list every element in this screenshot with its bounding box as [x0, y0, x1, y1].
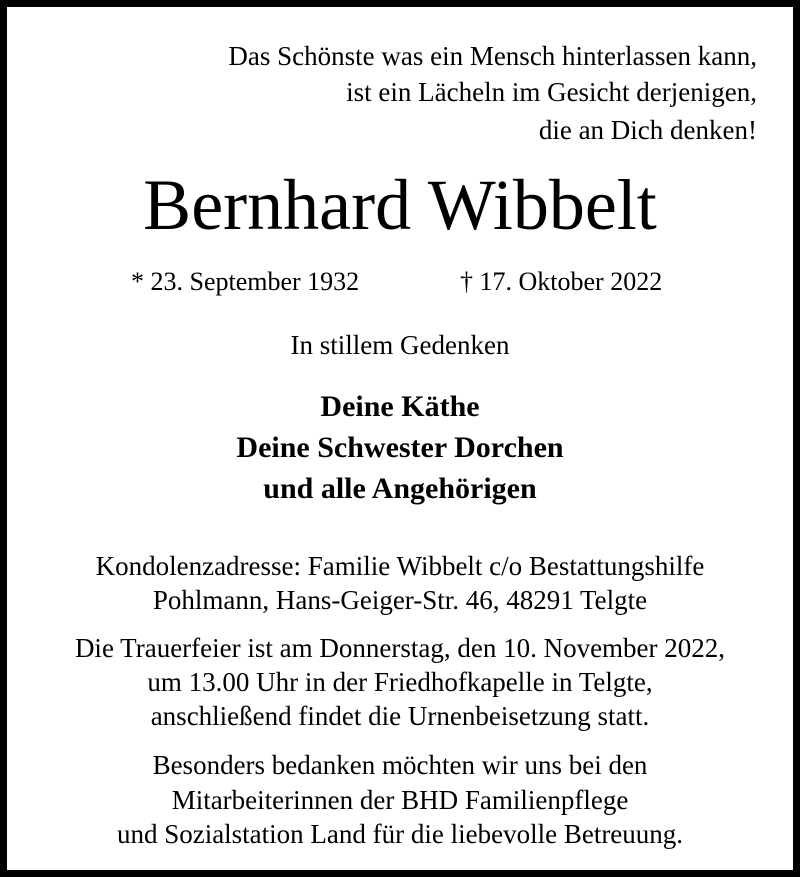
quote-line-3: die an Dich denken! [538, 115, 757, 145]
death-date: † 17. Oktober 2022 [460, 267, 663, 296]
condolence-address-line-2: Pohlmann, Hans-Geiger-Str. 46, 48291 Telgte [152, 585, 648, 615]
deceased-name: Bernhard Wibbelt [143, 165, 657, 245]
birth-date: * 23. September 1932 [131, 267, 360, 296]
funeral-info-line-2: um 13.00 Uhr in der Friedhofkapelle in Telgte, [147, 667, 653, 697]
thanks-line-1: Besonders bedanken möchten wir uns bei den [152, 750, 648, 780]
thanks-line-3: und Sozialstation Land für die liebevolle Betreuung. [116, 819, 684, 849]
memoriam-heading: In stillem Gedenken [290, 330, 510, 360]
mourner-3: und alle Angehörigen [263, 472, 537, 505]
thanks-line-2: Mitarbeiterinnen der BHD Familienpflege [171, 785, 629, 815]
mourner-1: Deine Käthe [320, 390, 480, 423]
funeral-info-line-1: Die Trauerfeier ist am Donnerstag, den 10. November 2022, [74, 633, 726, 663]
funeral-info-line-3: anschließend findet die Urnenbeisetzung statt. [150, 701, 650, 731]
quote-line-1: Das Schönste was ein Mensch hinterlassen kann, [228, 41, 757, 71]
mourner-2: Deine Schwester Dorchen [236, 431, 564, 464]
quote-line-2: ist ein Lächeln im Gesicht derjenigen, [346, 77, 757, 107]
condolence-address-line-1: Kondolenzadresse: Familie Wibbelt c/o Bestattungshilfe [95, 551, 705, 581]
